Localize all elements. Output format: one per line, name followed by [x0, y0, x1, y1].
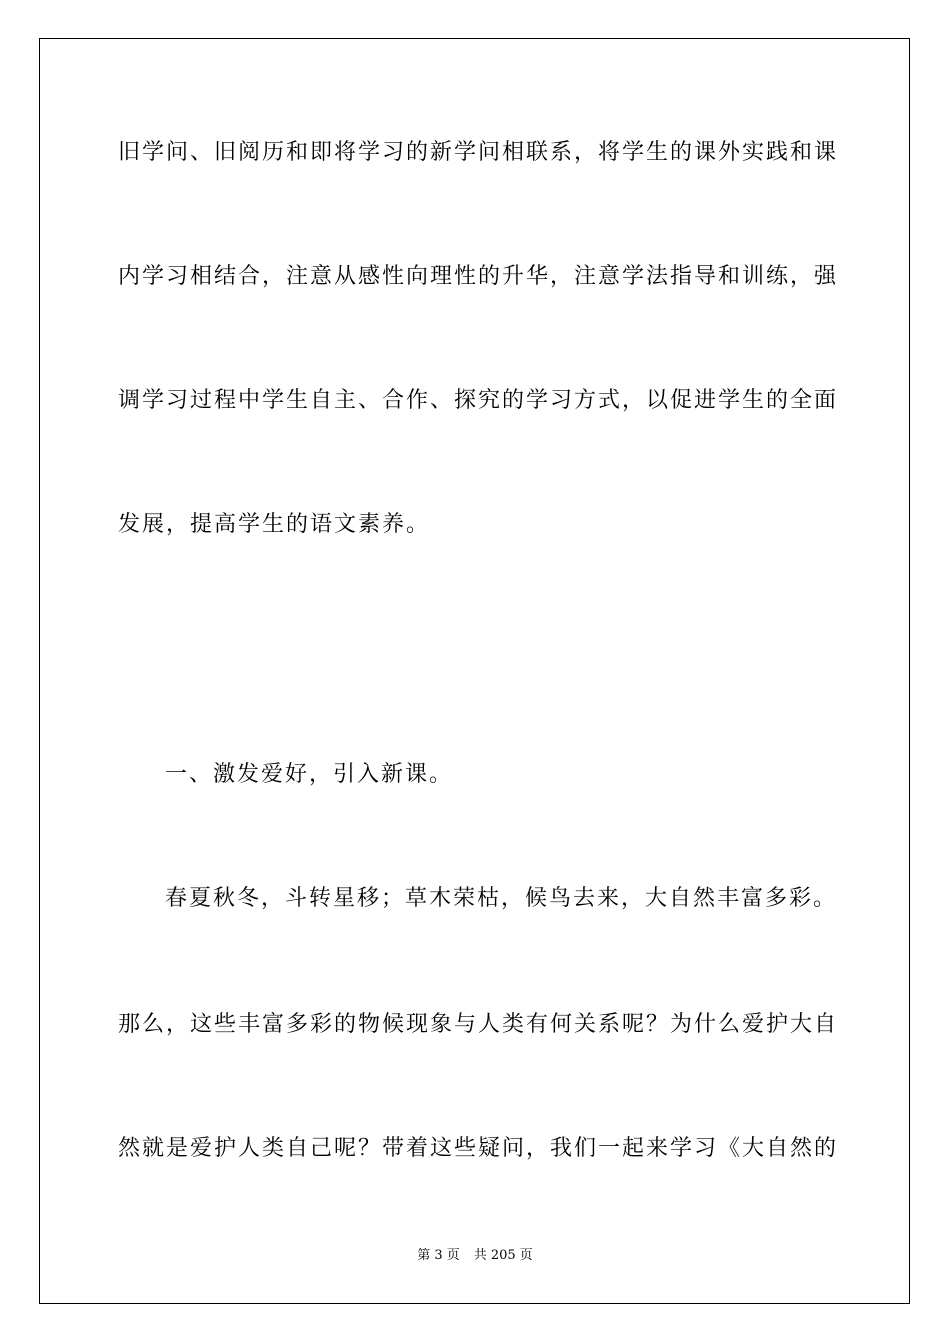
- total-pages: 共 205 页: [473, 1248, 533, 1263]
- paragraph-line-3: 调学习过程中学生自主、合作、探究的学习方式，以促进学生的全面: [118, 388, 839, 413]
- paragraph2-line-1: 春夏秋冬，斗转星移；草木荣枯，候鸟去来，大自然丰富多彩。: [165, 886, 838, 911]
- paragraph-line-4: 发展，提高学生的语文素养。: [118, 512, 431, 537]
- section-heading: 一、激发爱好，引入新课。: [165, 762, 454, 787]
- paragraph2-line-3: 然就是爱护人类自己呢？带着这些疑问，我们一起来学习《大自然的: [118, 1136, 839, 1161]
- paragraph2-line-2: 那么，这些丰富多彩的物候现象与人类有何关系呢？为什么爱护大自: [118, 1012, 839, 1037]
- paragraph-line-1: 旧学问、旧阅历和即将学习的新学问相联系，将学生的课外实践和课: [118, 140, 839, 165]
- page-border: [39, 38, 910, 1304]
- page-number: 第 3 页: [417, 1248, 460, 1263]
- paragraph-line-2: 内学习相结合，注意从感性向理性的升华，注意学法指导和训练，强: [118, 264, 839, 289]
- page-footer: [0, 1247, 950, 1265]
